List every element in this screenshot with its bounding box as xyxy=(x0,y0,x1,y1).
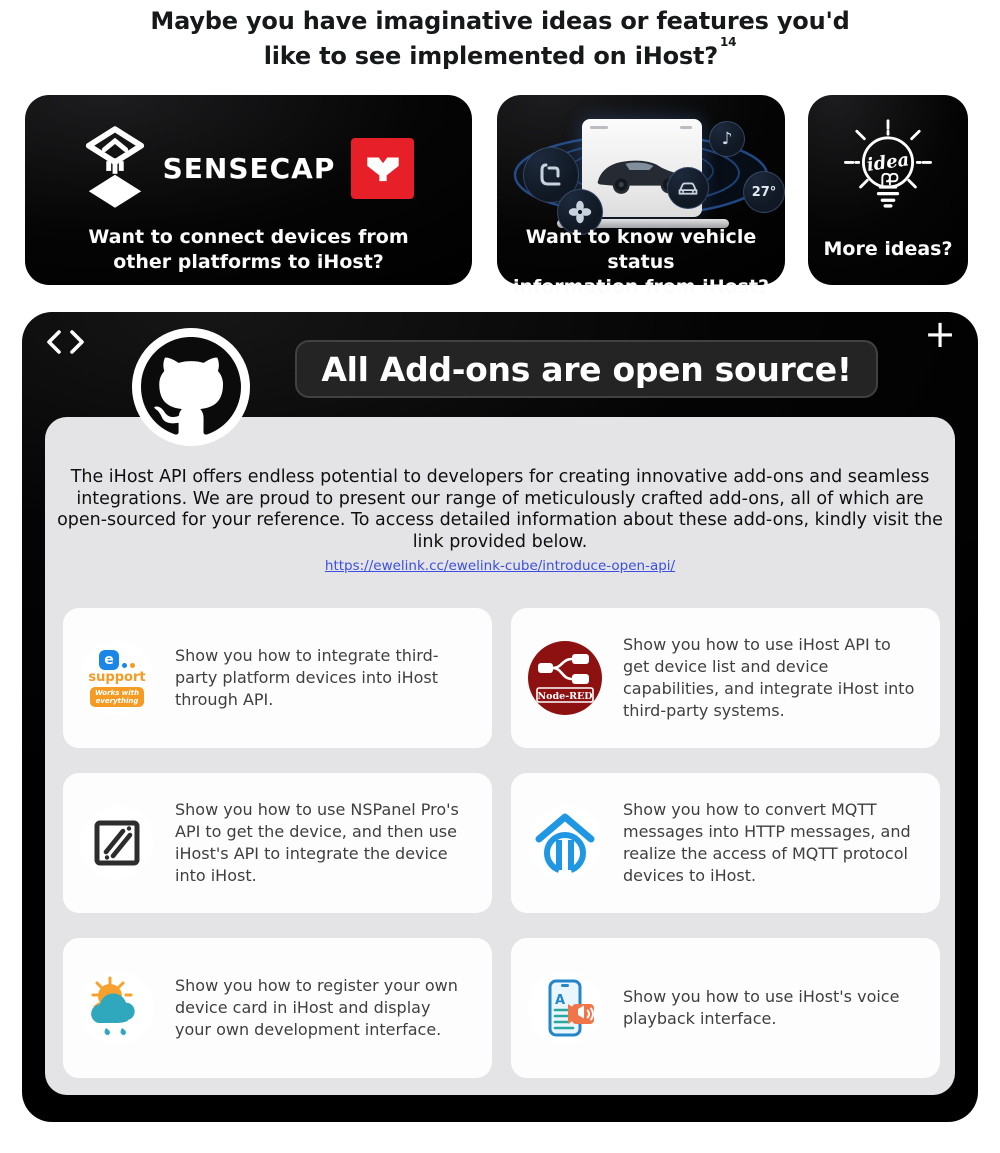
nspanel-icon xyxy=(80,806,154,880)
addons-open-source-section xyxy=(22,312,978,1122)
more-ideas-caption: More ideas? xyxy=(823,238,953,260)
weather-card-icon xyxy=(80,971,154,1045)
mqtt-icon xyxy=(528,806,602,880)
more-ideas-card[interactable] xyxy=(808,95,968,285)
connect-platforms-card[interactable] xyxy=(25,95,472,285)
page-title xyxy=(0,6,1000,71)
section-title: All Add-ons are open source! xyxy=(321,349,852,389)
addon-card-text: Show you how to use NSPanel Pro's API to get the device, and then use iHost's API to integrate the device into iHost. xyxy=(175,800,459,885)
github-octocat-icon[interactable] xyxy=(132,328,250,446)
addon-card-device-card xyxy=(63,938,492,1078)
svg-text:Node-RED: Node-RED xyxy=(537,691,593,702)
ewelink-support-icon: e support Works with everything xyxy=(80,641,154,715)
yeelight-icon xyxy=(351,138,414,199)
temperature-badge: 27° xyxy=(743,171,785,213)
voice-playback-icon xyxy=(528,971,602,1045)
vehicle-status-card[interactable] xyxy=(497,95,785,298)
footnote-marker: 14 xyxy=(720,35,737,49)
expand-plus-button[interactable]: + xyxy=(924,312,956,356)
screen-text-hint xyxy=(590,126,608,129)
addons-panel xyxy=(45,417,955,1095)
car-icon xyxy=(667,167,709,209)
connect-platforms-caption: Want to connect devices from other platforms to iHost? xyxy=(88,226,409,273)
vehicle-status-caption: Want to know vehicle status information from iHost? xyxy=(512,226,770,298)
page-title-line2: like to see implemented on iHost? $^{14}$ xyxy=(263,35,737,70)
idea-bulb-icon xyxy=(836,117,940,227)
sensecap-wordmark: SENSECAP xyxy=(162,151,336,185)
node-red-icon xyxy=(528,641,602,715)
music-note-icon: ♪ xyxy=(709,121,745,157)
addon-cards-grid xyxy=(63,608,940,1078)
section-title-pill xyxy=(295,340,878,398)
addon-card-text: Show you how to integrate third-party platform devices into iHost through API. xyxy=(175,646,439,709)
vehicle-visual xyxy=(497,103,785,235)
addon-card-text: Show you how to use iHost's voice playback interface. xyxy=(623,987,900,1028)
addon-card-node-red xyxy=(511,608,940,748)
sensecap-icon xyxy=(83,125,147,211)
next-arrow-icon xyxy=(72,332,82,352)
page-title-line1: Maybe you have imaginative ideas or features you'd xyxy=(150,7,850,35)
addon-card-ewelink-support xyxy=(63,608,492,748)
addon-card-text: Show you how to convert MQTT messages into HTTP messages, and realize the access of MQTT protocol devices to iHost. xyxy=(623,800,911,885)
addon-card-voice xyxy=(511,938,940,1078)
addon-card-text: Show you how to use iHost API to get device list and device capabilities, and integrate iHost into third-party systems. xyxy=(623,635,915,720)
open-api-link[interactable]: https://ewelink.cc/ewelink-cube/introduce-open-api/ xyxy=(324,558,676,574)
carousel-arrows[interactable] xyxy=(44,328,90,360)
svg-text:idea: idea xyxy=(865,149,911,176)
screen-text-hint xyxy=(680,126,692,129)
intro-paragraph: The iHost API offers endless potential to developers for creating innovative add-ons and seamless integrations. We are proud to present our range of meticulously crafted add-ons, all of which are open-sourced for your reference. To access detailed information about these add-ons, kindly visit the link provided below. xyxy=(57,467,943,552)
addon-card-text: Show you how to register your own device card in iHost and display your own development interface. xyxy=(175,976,458,1039)
svg-text:A: A xyxy=(555,993,566,1008)
addon-card-mqtt xyxy=(511,773,940,913)
platform-logos xyxy=(25,125,472,211)
prev-arrow-icon xyxy=(49,332,59,352)
addon-card-nspanel xyxy=(63,773,492,913)
